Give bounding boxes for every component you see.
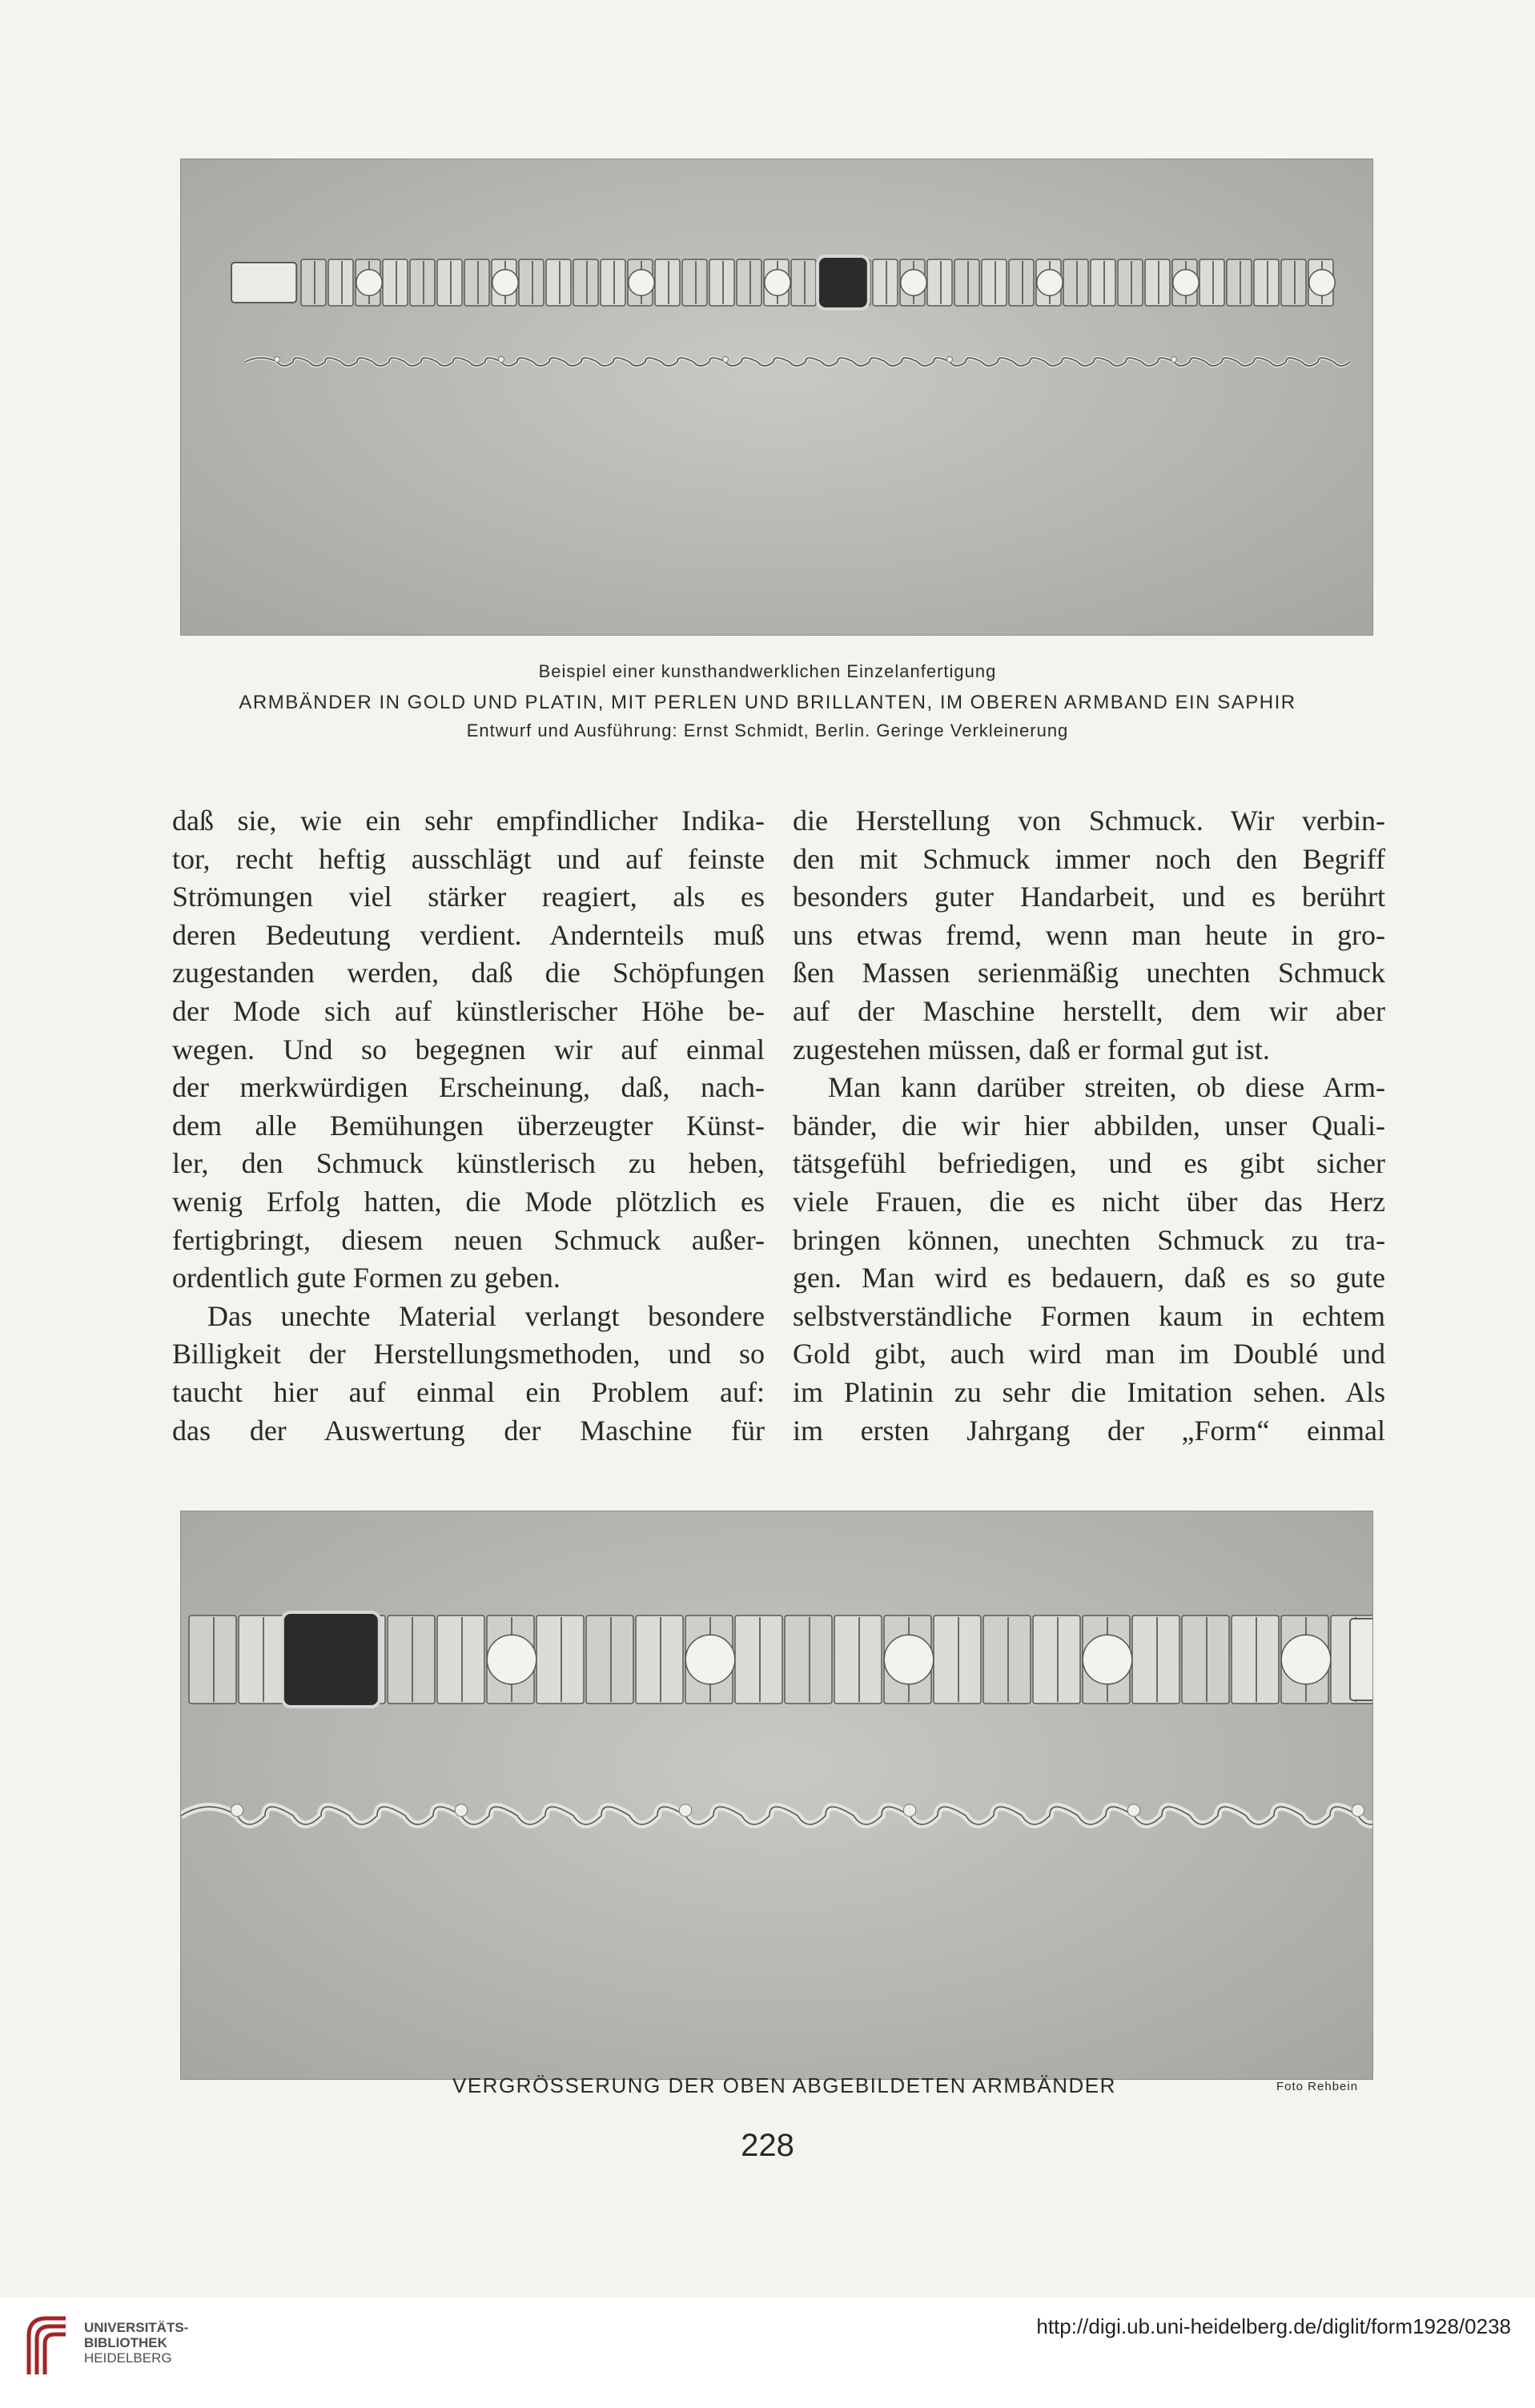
photo-credit: Foto Rehbein: [1276, 2080, 1359, 2093]
text-line: im ersten Jahrgang der „Form“ einmal: [793, 1414, 1385, 1447]
text-line: deren Bedeutung verdient. Andernteils muß: [172, 918, 765, 951]
bracelet-illustration: [181, 159, 1372, 635]
photo-bracelets-enlarged: [180, 1511, 1373, 2080]
text-line: Das unechte Material verlangt besondere: [207, 1299, 765, 1332]
text-line: selbstverständliche Formen kaum in echtem: [793, 1299, 1385, 1332]
text-line: bringen können, unechten Schmuck zu tra-: [793, 1223, 1385, 1256]
text-line: den mit Schmuck immer noch den Begriff: [793, 842, 1385, 875]
text-line: wegen. Und so begegnen wir auf einmal: [172, 1033, 765, 1066]
library-line: HEIDELBERG: [84, 2350, 172, 2366]
text-line: wenig Erfolg hatten, die Mode plötzlich es: [172, 1185, 765, 1218]
text-line: zugestehen müssen, daß er formal gut ist.: [793, 1033, 1270, 1066]
text-line: das der Auswertung der Maschine für: [172, 1414, 765, 1447]
text-line: tor, recht heftig ausschlägt und auf feinste: [172, 842, 765, 875]
text-line: Gold gibt, auch wird man im Doublé und: [793, 1338, 1385, 1371]
text-line: besonders guter Handarbeit, und es berührt: [793, 881, 1385, 913]
caption-title: ARMBÄNDER IN GOLD UND PLATIN, MIT PERLEN UND BRILLANTEN, IM OBEREN ARMBAND EIN SAPHIR: [239, 692, 1296, 713]
text-line: viele Frauen, die es nicht über das Herz: [793, 1185, 1385, 1218]
text-line: tätsgefühl befriedigen, und es gibt sicher: [793, 1147, 1385, 1180]
text-line: ler, den Schmuck künstlerisch zu heben,: [172, 1147, 765, 1180]
caption-credits: Entwurf und Ausführung: Ernst Schmidt, Berlin. Geringe Verkleinerung: [466, 720, 1069, 740]
caption-enlargement: VERGRÖSSERUNG DER OBEN ABGEBILDETEN ARMBÄNDER: [452, 2073, 1116, 2097]
text-column-right: [793, 802, 1385, 1450]
photo-bracelets-small: [180, 159, 1373, 636]
text-line: Billigkeit der Herstellungsmethoden, und so: [172, 1338, 765, 1371]
bracelet-enlarged-illustration: [181, 1511, 1372, 2079]
source-url-link[interactable]: http://digi.ub.uni-heidelberg.de/diglit/form1928/0238: [1036, 2314, 1511, 2338]
page-number: 228: [741, 2128, 794, 2163]
library-logo-icon: [22, 2312, 72, 2379]
text-line: daß sie, wie ein sehr empfindlicher Indika-: [172, 805, 765, 837]
text-line: ordentlich gute Formen zu geben.: [172, 1262, 561, 1294]
text-line: Strömungen viel stärker reagiert, als es: [172, 881, 765, 913]
text-line: bänder, die wir hier abbilden, unser Quali-: [793, 1109, 1385, 1142]
text-column-left: [172, 802, 765, 1450]
text-line: auf der Maschine herstellt, dem wir aber: [793, 994, 1385, 1027]
text-line: fertigbringt, diesem neuen Schmuck außer-: [172, 1223, 765, 1256]
text-line: gen. Man wird es bedauern, daß es so gute: [793, 1262, 1385, 1294]
text-line: der merkwürdigen Erscheinung, daß, nach-: [172, 1071, 765, 1104]
library-line: UNIVERSITÄTS-: [84, 2320, 189, 2335]
text-line: zugestanden werden, daß die Schöpfungen: [172, 957, 765, 989]
caption-line-1: Beispiel einer kunsthandwerklichen Einzelanfertigung: [538, 661, 997, 681]
text-line: Man kann darüber streiten, ob diese Arm-: [828, 1071, 1385, 1104]
library-line: BIBLIOTHEK: [84, 2335, 167, 2350]
library-name: [84, 2320, 188, 2366]
text-line: taucht hier auf einmal ein Problem auf:: [172, 1375, 765, 1408]
text-line: dem alle Bemühungen überzeugter Künst-: [172, 1109, 765, 1142]
text-line: im Platinin zu sehr die Imitation sehen. Als: [793, 1375, 1385, 1408]
text-line: ßen Massen serienmäßig unechten Schmuck: [793, 957, 1385, 989]
text-line: die Herstellung von Schmuck. Wir verbin-: [793, 805, 1385, 837]
text-line: uns etwas fremd, wenn man heute in gro-: [793, 918, 1385, 951]
text-line: der Mode sich auf künstlerischer Höhe be-: [172, 994, 765, 1027]
